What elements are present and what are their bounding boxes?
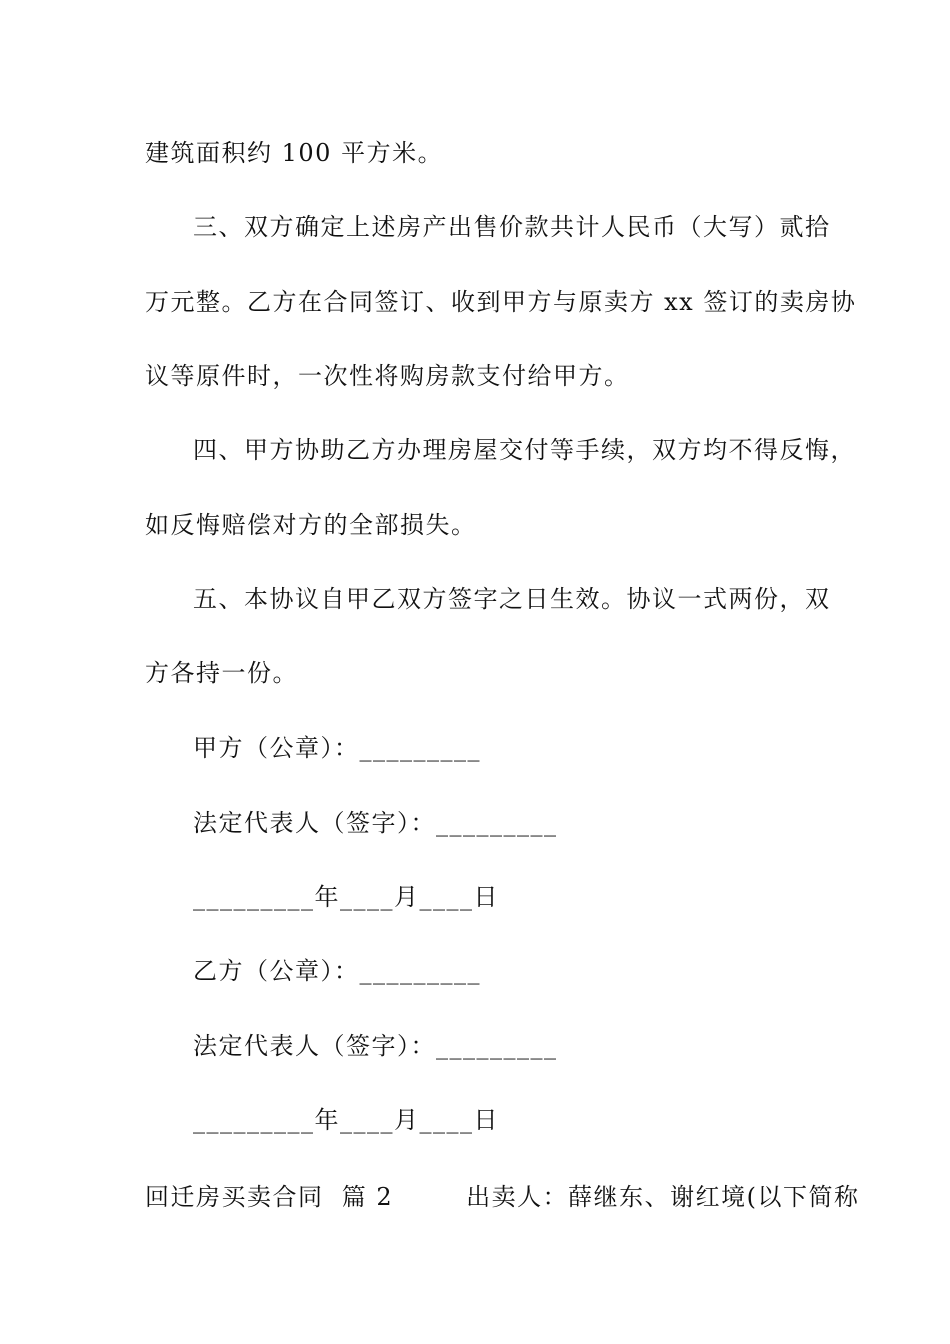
party-b-seal-field: 乙方（公章）：_________ xyxy=(193,957,481,985)
party-b-date-field: _________年____月____日 xyxy=(193,1106,499,1134)
party-a-representative-field: 法定代表人（签字）：_________ xyxy=(193,809,558,837)
party-b-representative-field: 法定代表人（签字）：_________ xyxy=(193,1032,558,1060)
body-line: 建筑面积约 100 平方米。 xyxy=(145,139,444,167)
body-line: 议等原件时，一次性将购房款支付给甲方。 xyxy=(145,362,630,390)
clause-four-line: 四、甲方协助乙方办理房屋交付等手续，双方均不得反悔， xyxy=(193,436,856,464)
body-line: 方各持一份。 xyxy=(145,659,298,687)
body-line: 万元整。乙方在合同签订、收到甲方与原卖方 xx 签订的卖房协 xyxy=(145,288,857,316)
clause-three-line: 三、双方确定上述房产出售价款共计人民币（大写）贰拾 xyxy=(193,213,831,241)
clause-five-line: 五、本协议自甲乙双方签字之日生效。协议一式两份，双 xyxy=(193,585,831,613)
party-a-seal-field: 甲方（公章）：_________ xyxy=(193,734,481,762)
section-heading-line: 回迁房买卖合同 篇 2 出卖人：薛继东、谢红境(以下简称 xyxy=(145,1183,860,1211)
party-a-date-field: _________年____月____日 xyxy=(193,883,499,911)
body-line: 如反悔赔偿对方的全部损失。 xyxy=(145,511,477,539)
